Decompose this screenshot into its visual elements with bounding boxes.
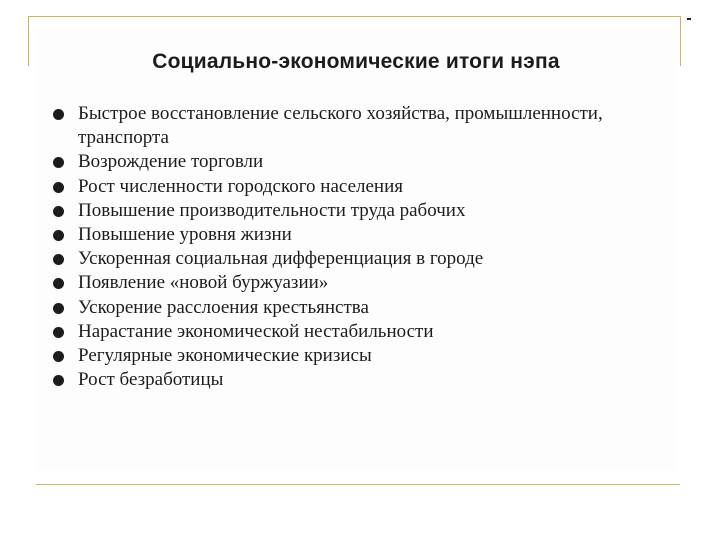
- list-item-text: Рост численности городского населения: [78, 175, 403, 197]
- bullet-icon: [53, 206, 64, 217]
- bullet-icon: [53, 254, 64, 265]
- bullet-icon: [53, 327, 64, 338]
- list-item: [50, 175, 670, 199]
- list-item-text: Быстрое восстановление сельского хозяйства, промышленности, транспорта: [78, 103, 603, 149]
- list-item-text: Нарастание экономической нестабильности: [78, 320, 434, 342]
- page-title: Социально-экономические итоги нэпа: [152, 50, 560, 73]
- frame-left-line: [28, 16, 29, 66]
- list-item: [50, 223, 670, 247]
- list-item-text: Возрождение торговли: [78, 151, 264, 173]
- list-item: [50, 247, 670, 271]
- list-item: [50, 199, 670, 223]
- list-item: [50, 271, 670, 295]
- frame-top-line: [28, 16, 680, 17]
- bullet-icon: [53, 375, 64, 386]
- list-item: [50, 344, 670, 368]
- list-item-text: Появление «новой буржуазии»: [78, 272, 329, 294]
- list-item: [50, 102, 670, 150]
- results-list: [50, 102, 670, 392]
- list-item-text: Повышение производительности труда рабочих: [78, 199, 466, 221]
- list-item: [50, 368, 670, 392]
- corner-mark: [687, 18, 691, 20]
- list-item-text: Повышение уровня жизни: [78, 224, 292, 246]
- list-item: [50, 296, 670, 320]
- list-item-text: Регулярные экономические кризисы: [78, 345, 372, 367]
- list-item: [50, 320, 670, 344]
- bullet-icon: [53, 278, 64, 289]
- bullet-icon: [53, 109, 64, 120]
- list-item-text: Ускоренная социальная дифференциация в городе: [78, 248, 484, 270]
- list-item-text: Рост безработицы: [78, 369, 224, 391]
- bullet-icon: [53, 303, 64, 314]
- bullet-icon: [53, 230, 64, 241]
- bullet-icon: [53, 182, 64, 193]
- frame-bottom-line: [36, 484, 680, 485]
- list-item-text: Ускорение расслоения крестьянства: [78, 296, 369, 318]
- bullet-icon: [53, 157, 64, 168]
- list-item: [50, 150, 670, 174]
- scanned-text-block: [36, 30, 676, 470]
- frame-right-line: [680, 16, 681, 66]
- bullet-icon: [53, 351, 64, 362]
